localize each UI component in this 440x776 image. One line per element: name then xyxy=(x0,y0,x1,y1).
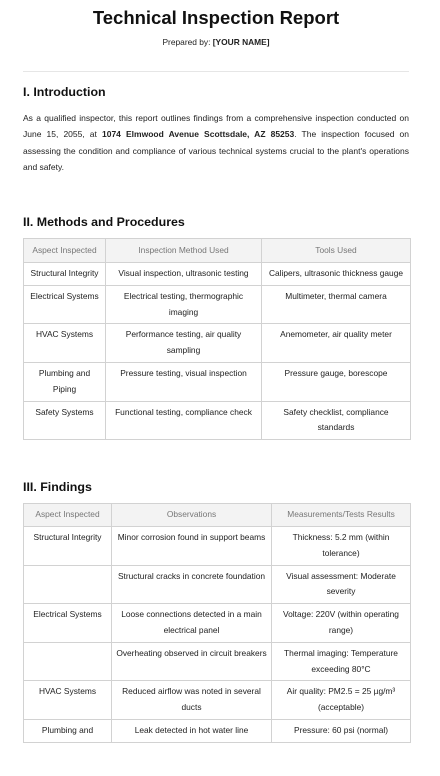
table-row xyxy=(24,565,411,604)
table-row xyxy=(24,604,411,643)
findings-header-cell: Observations xyxy=(112,504,272,527)
table-cell: Structural cracks in concrete foundation xyxy=(112,565,272,604)
intro-text-before: As a qualified inspector, this report outlines findings from a comprehensive inspection conducted on June 15, 2055, at xyxy=(23,113,409,140)
intro-text-after: . The inspection focused on assessing the condition and compliance of various technical systems crucial to the plant's operations and safety. xyxy=(23,129,409,172)
table-cell xyxy=(24,642,112,681)
findings-heading: III. Findings xyxy=(23,480,92,495)
table-cell: Visual assessment: Moderate severity xyxy=(272,565,411,604)
table-cell: Safety checklist, compliance standards xyxy=(262,401,411,440)
table-cell: Anemometer, air quality meter xyxy=(262,324,411,363)
table-row xyxy=(24,401,411,440)
table-cell: Voltage: 220V (within operating range) xyxy=(272,604,411,643)
table-cell: Leak detected in hot water line xyxy=(112,719,272,742)
table-row xyxy=(24,681,411,720)
table-cell: Pressure testing, visual inspection xyxy=(106,362,262,401)
prepared-label: Prepared by: xyxy=(162,37,211,47)
table-row xyxy=(24,262,411,285)
table-cell: Minor corrosion found in support beams xyxy=(112,526,272,565)
table-row xyxy=(24,719,411,742)
title-divider xyxy=(23,71,409,72)
table-cell: Pressure: 60 psi (normal) xyxy=(272,719,411,742)
table-cell: Loose connections detected in a main electrical panel xyxy=(112,604,272,643)
prepared-by xyxy=(23,37,409,48)
table-cell: Pressure gauge, borescope xyxy=(262,362,411,401)
findings-table xyxy=(23,503,411,743)
methods-header-row xyxy=(24,239,411,263)
table-cell: Multimeter, thermal camera xyxy=(262,285,411,324)
table-row xyxy=(24,642,411,681)
methods-heading: II. Methods and Procedures xyxy=(23,215,185,230)
table-cell: Thickness: 5.2 mm (within tolerance) xyxy=(272,526,411,565)
table-cell: Functional testing, compliance check xyxy=(106,401,262,440)
methods-header-cell: Inspection Method Used xyxy=(106,239,262,263)
table-cell: Electrical testing, thermographic imaging xyxy=(106,285,262,324)
table-cell: HVAC Systems xyxy=(24,324,106,363)
table-cell: Structural Integrity xyxy=(24,262,106,285)
methods-header-cell: Tools Used xyxy=(262,239,411,263)
table-cell: Plumbing and xyxy=(24,719,112,742)
prepared-name: [YOUR NAME] xyxy=(212,37,270,47)
findings-header-row xyxy=(24,504,411,527)
table-cell: Calipers, ultrasonic thickness gauge xyxy=(262,262,411,285)
report-title: Technical Inspection Report xyxy=(92,7,340,28)
table-cell: Air quality: PM2.5 = 25 µg/m³ (acceptable) xyxy=(272,681,411,720)
introduction-heading: I. Introduction xyxy=(23,85,106,99)
table-row xyxy=(24,285,411,324)
introduction-paragraph xyxy=(23,110,409,175)
table-cell: Structural Integrity xyxy=(24,526,112,565)
table-cell: Electrical Systems xyxy=(24,285,106,324)
table-row xyxy=(24,526,411,565)
table-cell: Thermal imaging: Temperature exceeding 80°C xyxy=(272,642,411,681)
findings-header-cell: Measurements/Tests Results xyxy=(272,504,411,527)
table-cell: Performance testing, air quality sampling xyxy=(106,324,262,363)
table-cell: Electrical Systems xyxy=(24,604,112,643)
table-cell: Reduced airflow was noted in several ducts xyxy=(112,681,272,720)
table-cell xyxy=(24,565,112,604)
table-cell: Overheating observed in circuit breakers xyxy=(112,642,272,681)
table-cell: Visual inspection, ultrasonic testing xyxy=(106,262,262,285)
table-cell: Safety Systems xyxy=(24,401,106,440)
table-row xyxy=(24,324,411,363)
table-cell: HVAC Systems xyxy=(24,681,112,720)
inspection-address: 1074 Elmwood Avenue Scottsdale, AZ 85253 xyxy=(102,129,295,140)
findings-header-cell: Aspect Inspected xyxy=(24,504,112,527)
table-row xyxy=(24,362,411,401)
table-cell: Plumbing and Piping xyxy=(24,362,106,401)
methods-table xyxy=(23,238,411,440)
methods-header-cell: Aspect Inspected xyxy=(24,239,106,263)
